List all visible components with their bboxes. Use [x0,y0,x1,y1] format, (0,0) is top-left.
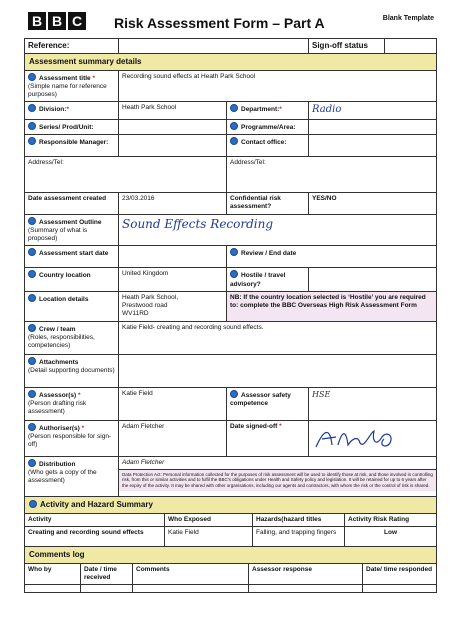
data-protection-note: Data Protection Act: Personal information collected for the purposes of risk assessment will be used to identify those at risk, and those involved in controlling risk, from this or similar activities and to fulfil the BBC's obligations under Health and Safety policy and legislation. It will be retained for up to 6 years after the expiry of the activity. It may be shared with other organisations, including our agents and contractors, with whom the risk or the control of risk is shared. [119,470,436,491]
comment-cell[interactable] [363,585,437,593]
hostile-field[interactable] [309,268,437,291]
info-icon[interactable] [28,73,36,81]
programme-label: Programme/Area: [241,123,296,131]
safety-field[interactable] [309,387,437,420]
info-icon[interactable] [230,137,238,145]
outline-label-cell [25,215,119,246]
distribution-label-cell [25,456,119,496]
address-tel-right[interactable]: Address/Tel: [227,157,437,193]
summary-table [24,38,437,497]
blank-template-label: Blank Template [382,15,434,22]
info-icon[interactable] [28,294,36,302]
hostile-label-cell [227,268,309,291]
contact-label: Contact office: [241,139,287,146]
assessor-label: Assessor(s) [39,391,77,399]
safety-label: Assessor safety competence [230,391,291,407]
assessment-title-label: Assessment title [39,75,91,82]
assessment-title-label-cell [25,71,119,102]
outline-label: Assessment Outline [39,219,102,226]
signoff-status-field[interactable] [384,39,436,53]
location-line: Heath Park School, [122,293,179,301]
crew-label: Crew / team [39,325,76,333]
series-label-cell [25,119,119,134]
outline-sub: (Summary of what is proposed) [28,227,88,243]
info-icon[interactable] [28,104,36,112]
hazards-header: Hazards(hazard titles [253,513,345,526]
info-icon[interactable] [28,459,36,467]
logo-letter-b1: B [28,12,46,30]
who-exposed-cell[interactable]: Katie Field [165,526,253,546]
activity-table [24,496,437,547]
series-field[interactable] [119,119,227,134]
crew-label-cell [25,321,119,354]
info-icon[interactable] [29,500,37,508]
confidential-label: Confidential risk assessment? [227,193,309,215]
info-icon[interactable] [28,324,36,332]
required-star: * [279,106,282,114]
outline-value: Sound Effects Recording [122,217,274,231]
location-line: WV11RD [122,309,149,317]
date-created-label: Date assessment created [25,193,119,215]
section-activity [25,496,437,513]
date-received-header: Date / time received [81,563,133,584]
safety-label-cell [227,387,309,420]
date-created-field[interactable]: 23/03.2016 [119,193,227,215]
signed-field[interactable] [309,420,437,456]
country-label-cell [25,268,119,291]
division-field[interactable]: Heath Park School [119,102,227,120]
info-icon[interactable] [28,390,36,398]
department-value: Radio [312,104,342,116]
authoriser-label-cell [25,420,119,456]
reference-label: Reference: [25,39,119,54]
signed-label: Date signed-off [230,422,278,430]
risk-rating-cell[interactable]: Low [345,526,437,546]
country-label: Country location [39,272,91,280]
crew-sub: (Roles, responsibilities, competencies) [28,333,95,349]
review-label-cell [227,246,437,268]
assessment-title-field[interactable]: Recording sound effects at Heath Park School [119,71,437,102]
info-icon[interactable] [28,248,36,256]
hostile-label: Hostile / travel advisory? [230,272,286,288]
required-star: * [81,424,85,432]
info-icon[interactable] [28,217,36,225]
assessment-title-sub: (Simple name for reference purposes) [28,83,107,99]
signed-label-cell [227,420,309,456]
department-label: Department: [241,106,280,114]
department-field[interactable] [309,102,437,120]
authoriser-sub: (Person responsible for sign-off) [28,432,112,448]
review-label: Review / End date [241,250,297,258]
info-icon[interactable] [230,270,238,278]
reference-field[interactable] [119,39,309,54]
division-label: Division: [39,106,67,114]
info-icon[interactable] [230,248,238,256]
activity-cell[interactable]: Creating and recording sound effects [25,526,165,546]
comment-cell[interactable] [133,585,249,593]
required-star: * [78,391,81,399]
info-icon[interactable] [28,270,36,278]
programme-field[interactable] [309,119,437,134]
crew-field[interactable]: Katie Field- creating and recording sound effects. [119,321,437,354]
form-title: Risk Assessment Form – Part A [114,15,325,31]
info-icon[interactable] [230,122,238,130]
hostile-note: NB: If the country location selected is ‘Hostile’ you are required to: complete the BBC Overseas High Risk Assessment Form [227,291,437,321]
responsible-label: Responsible Manager: [39,139,109,146]
distribution-value: Adam Fletcher [119,457,436,470]
signoff-status-cell [309,39,437,54]
assessor-label-cell [25,387,119,420]
start-field[interactable] [119,246,227,268]
location-line: Prestwood road [122,301,168,309]
department-label-cell [227,102,309,120]
location-field[interactable] [119,291,227,321]
activity-header: Activity [25,513,165,526]
risk-rating-header: Activity Risk Rating [345,513,437,526]
outline-field[interactable] [119,215,437,246]
responsible-field[interactable] [119,135,227,157]
series-label: Series/ Prod/Unit: [39,123,94,131]
comment-cell[interactable] [25,585,81,593]
attachments-label-cell [25,354,119,387]
required-star: * [279,422,282,430]
info-icon[interactable] [28,137,36,145]
required-star: * [92,75,96,82]
comments-header: Comments [133,563,249,584]
distribution-sub: (Who gets a copy of the assessment) [28,468,97,484]
info-icon[interactable] [28,357,36,365]
comment-cell[interactable] [81,585,133,593]
assessor-sub: (Person drafting risk assessment) [28,399,87,415]
comment-cell[interactable] [249,585,363,593]
attachments-sub: (Detail supporting documents) [28,366,115,374]
risk-assessment-form [24,10,436,608]
info-icon[interactable] [28,122,36,130]
assessor-field[interactable]: Katie Field [119,387,227,420]
required-star: * [66,106,69,114]
activity-section-title: Activity and Hazard Summary [40,499,153,509]
logo-letter-b2: B [48,12,66,30]
location-label: Location details [39,295,89,303]
safety-value: HSE [312,389,331,399]
comments-table [24,546,437,593]
contact-label-cell [227,135,309,157]
start-label-cell [25,246,119,268]
who-exposed-header: Who Exposed [165,513,253,526]
section-summary: Assessment summary details [25,54,437,71]
location-label-cell [25,291,119,321]
authoriser-label: Authoriser(s) [39,424,80,432]
programme-label-cell [227,119,309,134]
logo-letter-c: C [68,12,86,30]
distribution-field[interactable] [119,456,437,496]
hazards-cell[interactable]: Falling, and trapping fingers [253,526,345,546]
info-icon[interactable] [230,104,238,112]
attachments-label: Attachments [39,358,79,366]
who-by-header: Who by [25,563,81,584]
address-tel-left[interactable]: Address/Tel: [25,157,227,193]
start-label: Assessment start date [39,250,109,258]
form-header [24,10,436,38]
attachments-field[interactable] [119,354,437,387]
confidential-field[interactable]: YES/NO [309,193,437,215]
division-label-cell [25,102,119,120]
authoriser-field[interactable]: Adam Fletcher [119,420,227,456]
bbc-logo [28,12,86,30]
assessor-response-header: Assessor response [249,563,363,584]
responsible-label-cell [25,135,119,157]
date-responded-header: Date/ time responded [363,563,437,584]
contact-field[interactable] [309,135,437,157]
info-icon[interactable] [28,423,36,431]
section-comments: Comments log [25,546,437,563]
country-field[interactable]: United Kingdom [119,268,227,291]
signoff-status-label: Sign-off status [312,41,368,50]
distribution-label: Distribution [39,460,76,468]
signature-image [312,423,402,453]
info-icon[interactable] [230,390,238,398]
